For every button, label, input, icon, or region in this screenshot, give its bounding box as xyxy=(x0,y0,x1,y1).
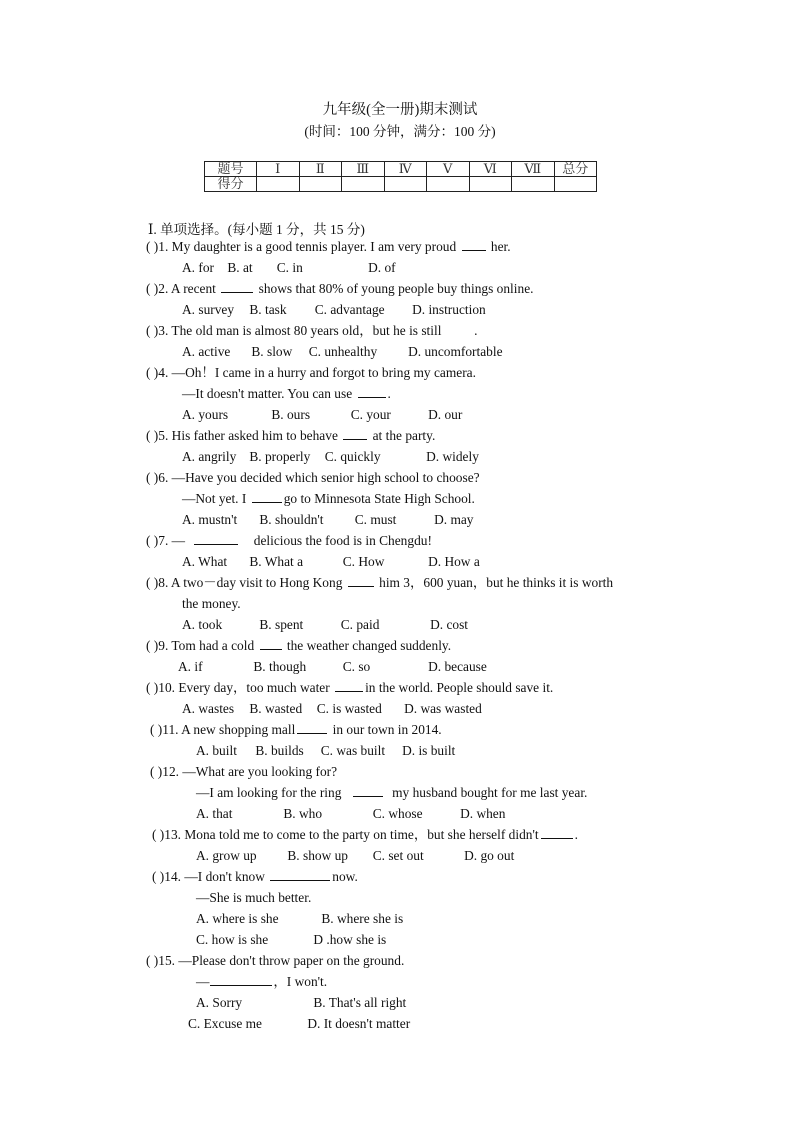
score-cell[interactable] xyxy=(299,177,342,192)
options-15-row2 xyxy=(188,1015,410,1032)
answer-blank[interactable] xyxy=(462,238,486,251)
question-stem: — xyxy=(196,974,210,989)
option-a[interactable]: A. grow up xyxy=(196,848,257,863)
question-stem: His father asked him to behave xyxy=(171,428,338,443)
option-b[interactable]: B. show up xyxy=(287,848,348,863)
options-8 xyxy=(182,616,468,633)
option-b[interactable]: B. at xyxy=(227,260,253,275)
question-stem-tail: . xyxy=(574,827,578,842)
question-number: ( )10. xyxy=(146,680,176,695)
question-stem: My daughter is a good tennis player. I am very proud xyxy=(171,239,457,254)
option-c[interactable]: C. How xyxy=(342,554,385,569)
question-stem-tail: . xyxy=(474,323,478,338)
question-number: ( )15. xyxy=(146,953,176,968)
score-table-row-label: 题号 xyxy=(205,162,257,177)
option-b[interactable]: B. who xyxy=(283,806,323,821)
question-stem-tail: delicious the food is in Chengdu! xyxy=(253,533,432,548)
options-5 xyxy=(182,448,479,465)
options-13 xyxy=(196,847,514,864)
option-a[interactable]: A. yours xyxy=(182,407,229,422)
options-6 xyxy=(182,511,474,528)
question-number: ( )11. xyxy=(150,722,179,737)
option-c[interactable]: C. how is she xyxy=(196,932,269,947)
question-stem: Mona told me to come to the party on time，but she herself didn't xyxy=(184,827,539,842)
question-12-line2 xyxy=(196,784,587,801)
question-9 xyxy=(146,637,451,654)
question-8 xyxy=(146,574,613,591)
answer-blank[interactable] xyxy=(348,574,374,587)
question-stem: —Not yet. I xyxy=(182,491,247,506)
options-7 xyxy=(182,553,480,570)
question-stem-tail: go to Minnesota State High School. xyxy=(283,491,475,506)
score-col-1: Ⅰ xyxy=(257,162,300,177)
answer-blank[interactable] xyxy=(252,490,282,503)
question-stem: —Please don't throw paper on the ground. xyxy=(178,953,405,968)
option-c[interactable]: C. so xyxy=(342,659,371,674)
options-9 xyxy=(178,658,487,675)
score-cell[interactable] xyxy=(554,177,597,192)
options-3 xyxy=(182,343,503,360)
question-7 xyxy=(146,532,432,549)
question-stem: —Oh！I came in a hurry and forgot to bring my camera. xyxy=(171,365,476,380)
score-col-5: Ⅴ xyxy=(427,162,470,177)
answer-blank[interactable] xyxy=(541,826,573,839)
question-number: ( )14. xyxy=(152,869,182,884)
option-d[interactable]: D. of xyxy=(368,260,396,275)
question-8-line2: the money. xyxy=(182,596,241,611)
option-d[interactable]: D. go out xyxy=(464,848,515,863)
score-table xyxy=(204,161,597,192)
option-b[interactable]: B. builds xyxy=(255,743,304,758)
question-stem-tail: my husband bought for me last year. xyxy=(392,785,588,800)
question-number: ( )13. xyxy=(152,827,182,842)
score-col-2: Ⅱ xyxy=(299,162,342,177)
option-c[interactable]: C. must xyxy=(354,512,397,527)
option-c[interactable]: C. in xyxy=(276,260,303,275)
option-c[interactable]: C. set out xyxy=(372,848,424,863)
question-6 xyxy=(146,469,480,486)
question-15-line2 xyxy=(196,973,327,990)
score-cell[interactable] xyxy=(257,177,300,192)
question-number: ( )6. xyxy=(146,470,169,485)
option-b[interactable]: B. wasted xyxy=(249,701,303,716)
score-table-score-row xyxy=(205,177,597,192)
question-stem: —I don't know xyxy=(184,869,265,884)
option-c[interactable]: C. was built xyxy=(320,743,386,758)
option-d[interactable]: D. is built xyxy=(402,743,456,758)
question-number: ( )9. xyxy=(146,638,169,653)
question-15 xyxy=(146,952,404,969)
option-b[interactable]: B. though xyxy=(253,659,307,674)
answer-blank[interactable] xyxy=(194,532,238,545)
score-col-4: Ⅳ xyxy=(384,162,427,177)
question-stem-tail: . xyxy=(387,386,391,401)
option-d[interactable]: D. How a xyxy=(428,554,480,569)
option-d[interactable]: D. our xyxy=(428,407,463,422)
option-c[interactable]: C. advantage xyxy=(314,302,385,317)
question-stem: Tom had a cold xyxy=(171,638,255,653)
question-stem: The old man is almost 80 years old，but he is still xyxy=(171,323,442,338)
question-12 xyxy=(150,763,337,780)
option-a[interactable]: A. survey xyxy=(182,302,235,317)
question-13 xyxy=(152,826,578,843)
question-number: ( )1. xyxy=(146,239,169,254)
option-a[interactable]: A. angrily xyxy=(182,449,237,464)
answer-blank[interactable] xyxy=(270,868,330,881)
option-b[interactable]: B. slow xyxy=(251,344,293,359)
question-stem: —Have you decided which senior high school to choose? xyxy=(171,470,480,485)
option-b[interactable]: B. What a xyxy=(249,554,304,569)
option-a[interactable]: A. active xyxy=(182,344,231,359)
options-14-row2 xyxy=(196,931,386,948)
score-cell[interactable] xyxy=(427,177,470,192)
options-11 xyxy=(196,742,455,759)
answer-blank[interactable] xyxy=(221,280,253,293)
option-a[interactable]: A. that xyxy=(196,806,233,821)
option-d[interactable]: D. widely xyxy=(426,449,479,464)
question-number: ( )2. xyxy=(146,281,169,296)
options-10 xyxy=(182,700,482,717)
option-d[interactable]: D. may xyxy=(434,512,474,527)
option-a[interactable]: A. Sorry xyxy=(196,995,243,1010)
question-stem: —What are you looking for? xyxy=(182,764,338,779)
option-c[interactable]: C. Excuse me xyxy=(188,1016,263,1031)
option-b[interactable]: B. That's all right xyxy=(313,995,407,1010)
option-d[interactable]: D. because xyxy=(428,659,487,674)
option-a[interactable]: A. wastes xyxy=(182,701,235,716)
option-b[interactable]: B. ours xyxy=(271,407,311,422)
score-table-score-label: 得分 xyxy=(205,177,257,192)
answer-blank[interactable] xyxy=(335,679,363,692)
question-14-line2: —She is much better. xyxy=(196,890,312,905)
question-10 xyxy=(146,679,553,696)
option-c[interactable]: C. whose xyxy=(372,806,423,821)
exam-subtitle: (时间：100 分钟，满分：100 分) xyxy=(304,124,496,139)
question-number: ( )12. xyxy=(150,764,180,779)
option-a[interactable]: A. mustn't xyxy=(182,512,238,527)
score-cell[interactable] xyxy=(384,177,427,192)
answer-blank[interactable] xyxy=(297,721,327,734)
answer-blank[interactable] xyxy=(353,784,383,797)
question-stem-tail: now. xyxy=(332,869,358,884)
question-stem: A new shopping mall xyxy=(181,722,296,737)
score-col-7: Ⅶ xyxy=(512,162,555,177)
option-c[interactable]: C. your xyxy=(350,407,391,422)
option-d[interactable]: D. cost xyxy=(430,617,469,632)
question-stem-tail: at the party. xyxy=(372,428,436,443)
option-a[interactable]: A. where is she xyxy=(196,911,279,926)
score-cell[interactable] xyxy=(512,177,555,192)
option-a[interactable]: A. took xyxy=(182,617,223,632)
question-stem-tail: in our town in 2014. xyxy=(332,722,442,737)
question-stem: —It doesn't matter. You can use xyxy=(182,386,353,401)
question-number: ( )4. xyxy=(146,365,169,380)
option-b[interactable]: B. spent xyxy=(259,617,304,632)
question-stem: A two－day visit to Hong Kong xyxy=(170,575,343,590)
question-stem-tail: the weather changed suddenly. xyxy=(286,638,452,653)
options-12 xyxy=(196,805,505,822)
option-c[interactable]: C. unhealthy xyxy=(308,344,378,359)
answer-blank[interactable] xyxy=(343,427,367,440)
score-cell[interactable] xyxy=(469,177,512,192)
options-1 xyxy=(182,259,396,276)
option-d[interactable]: D. uncomfortable xyxy=(408,344,503,359)
options-14-row1 xyxy=(196,910,403,927)
question-number: ( )3. xyxy=(146,323,169,338)
question-14 xyxy=(152,868,358,885)
question-stem-tail: ，I won't. xyxy=(273,974,328,989)
options-15-row1 xyxy=(196,994,406,1011)
option-a[interactable]: A. What xyxy=(182,554,228,569)
option-b[interactable]: B. where she is xyxy=(321,911,404,926)
section-title: Ⅰ. 单项选择。(每小题 1 分，共 15 分) xyxy=(148,222,365,237)
option-d[interactable]: D. when xyxy=(460,806,506,821)
question-stem-tail: him 3，600 yuan，but he thinks it is worth xyxy=(379,575,614,590)
question-4-line2 xyxy=(182,385,391,402)
option-d[interactable]: D. was wasted xyxy=(404,701,482,716)
answer-blank[interactable] xyxy=(358,385,386,398)
option-a[interactable]: A. built xyxy=(196,743,237,758)
question-stem: — xyxy=(171,533,186,548)
option-a[interactable]: A. for xyxy=(182,260,214,275)
score-col-3: Ⅲ xyxy=(342,162,385,177)
question-stem: Every day，too much water xyxy=(178,680,330,695)
question-number: ( )8. xyxy=(146,575,169,590)
option-c[interactable]: C. paid xyxy=(340,617,380,632)
score-cell[interactable] xyxy=(342,177,385,192)
option-c[interactable]: C. quickly xyxy=(324,449,381,464)
question-stem-tail: her. xyxy=(490,239,511,254)
option-b[interactable]: B. shouldn't xyxy=(259,512,324,527)
question-1 xyxy=(146,238,511,255)
option-d[interactable]: D .how she is xyxy=(313,932,387,947)
question-4 xyxy=(146,364,476,381)
question-5 xyxy=(146,427,435,444)
question-2 xyxy=(146,280,533,297)
answer-blank[interactable] xyxy=(210,973,272,986)
option-b[interactable]: B. task xyxy=(249,302,287,317)
options-2 xyxy=(182,301,486,318)
question-3 xyxy=(146,322,478,339)
option-d[interactable]: D. instruction xyxy=(412,302,486,317)
option-d[interactable]: D. It doesn't matter xyxy=(307,1016,411,1031)
question-6-line2 xyxy=(182,490,475,507)
option-a[interactable]: A. if xyxy=(178,659,203,674)
exam-title: 九年级(全一册)期末测试 xyxy=(322,102,478,118)
question-11 xyxy=(150,721,442,738)
question-number: ( )5. xyxy=(146,428,169,443)
question-stem: —I am looking for the ring xyxy=(196,785,342,800)
answer-blank[interactable] xyxy=(260,637,282,650)
score-col-total: 总分 xyxy=(554,162,597,177)
score-table-header-row xyxy=(205,162,597,177)
option-b[interactable]: B. properly xyxy=(249,449,311,464)
score-col-6: Ⅵ xyxy=(469,162,512,177)
question-stem-tail: shows that 80% of young people buy things online. xyxy=(258,281,534,296)
options-4 xyxy=(182,406,462,423)
question-stem-tail: in the world. People should save it. xyxy=(365,680,554,695)
option-c[interactable]: C. is wasted xyxy=(316,701,382,716)
question-number: ( )7. xyxy=(146,533,169,548)
question-stem: A recent xyxy=(170,281,216,296)
